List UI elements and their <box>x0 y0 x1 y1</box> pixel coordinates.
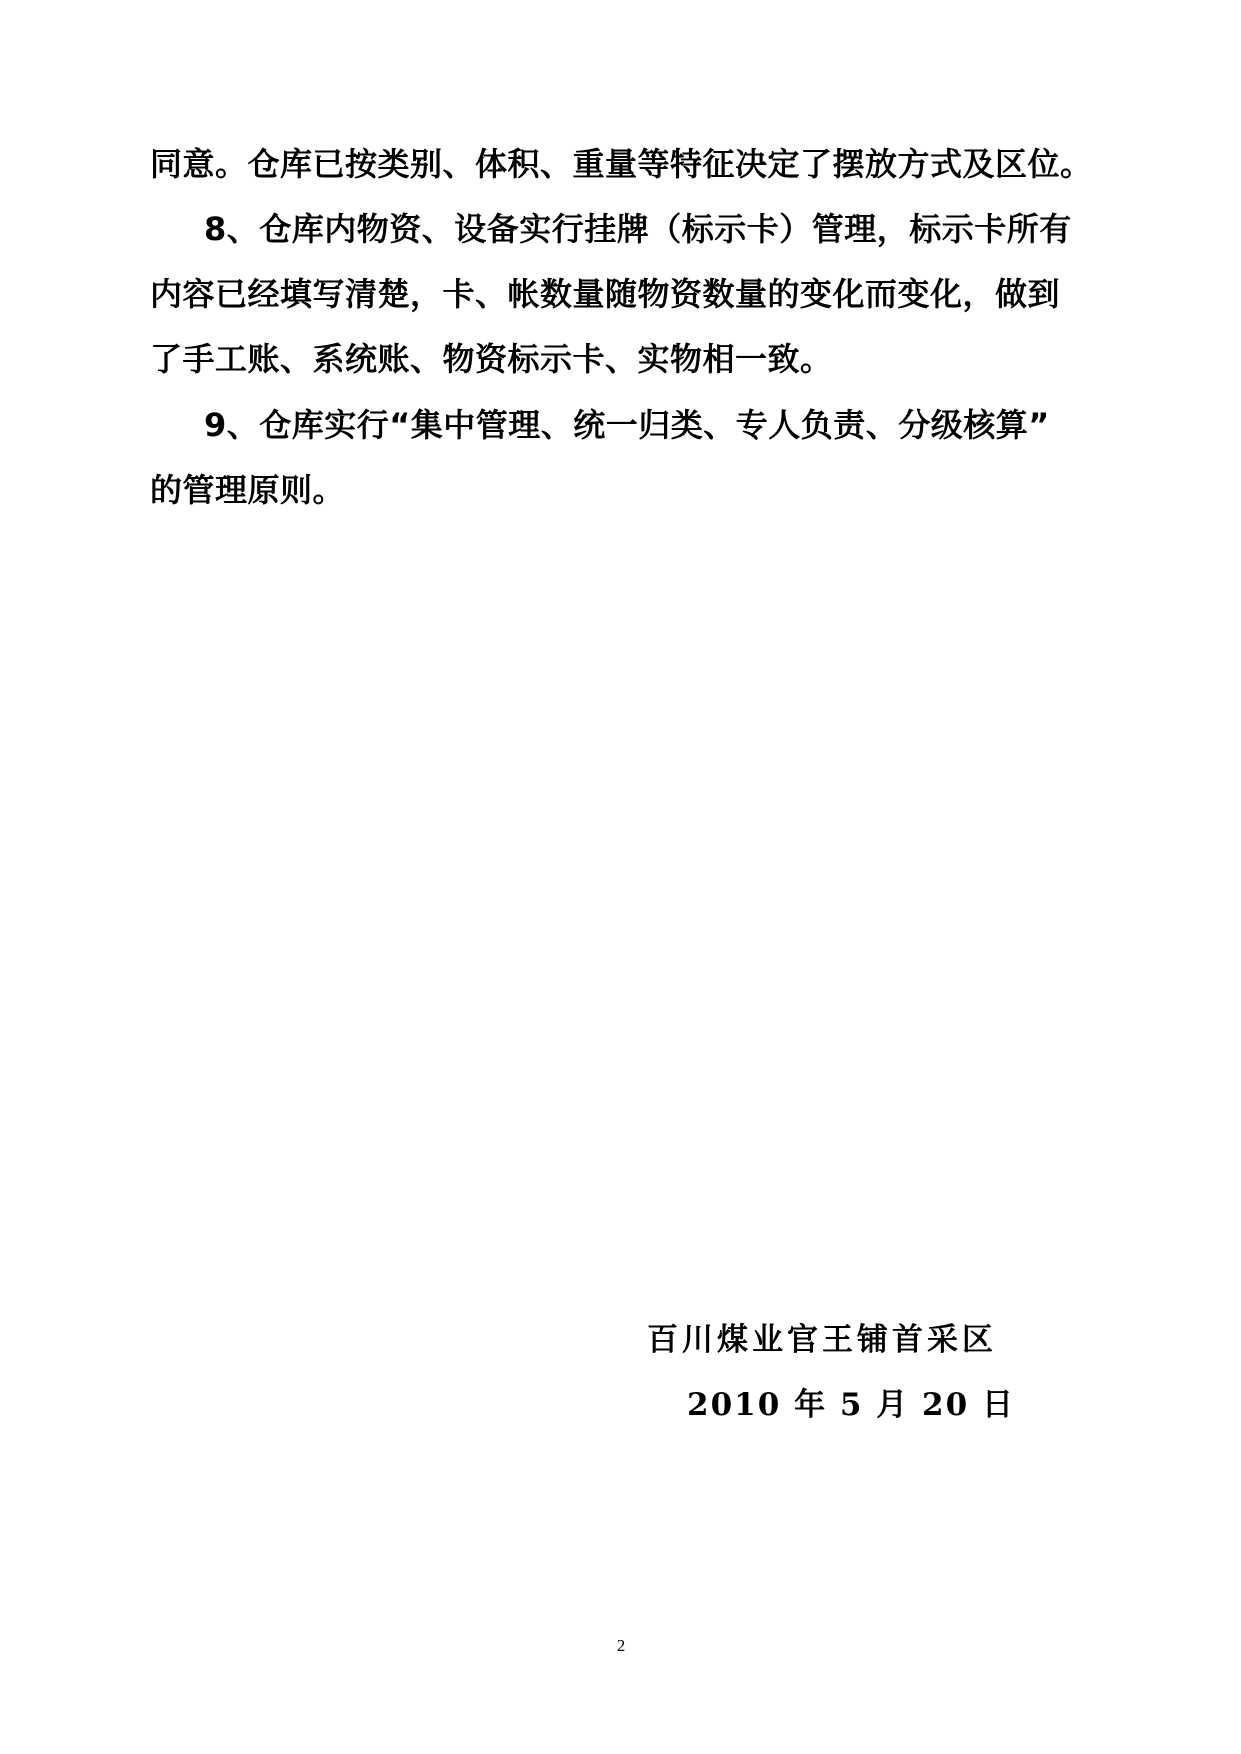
page-number: 2 <box>616 1636 626 1655</box>
signature-date: 2010 年 5 月 20 日 <box>687 1387 1015 1423</box>
signature-organization: 百川煤业官王铺首采区 <box>647 1322 997 1358</box>
paragraph-8-line-1: 8、仓库内物资、设备实行挂牌（标示卡）管理，标示卡所有 <box>204 210 1072 248</box>
paragraph-8-line-2: 内容已经填写清楚，卡、帐数量随物资数量的变化而变化，做到 <box>150 275 1061 313</box>
paragraph-9-line-1: 9、仓库实行“集中管理、统一归类、专人负责、分级核算” <box>204 406 1050 444</box>
paragraph-9-line-2: 的管理原则。 <box>150 471 346 509</box>
paragraph-8-line-3: 了手工账、系统账、物资标示卡、实物相一致。 <box>150 340 833 378</box>
paragraph-7-line-continuation: 同意。仓库已按类别、体积、重量等特征决定了摆放方式及区位。 <box>150 145 1093 183</box>
